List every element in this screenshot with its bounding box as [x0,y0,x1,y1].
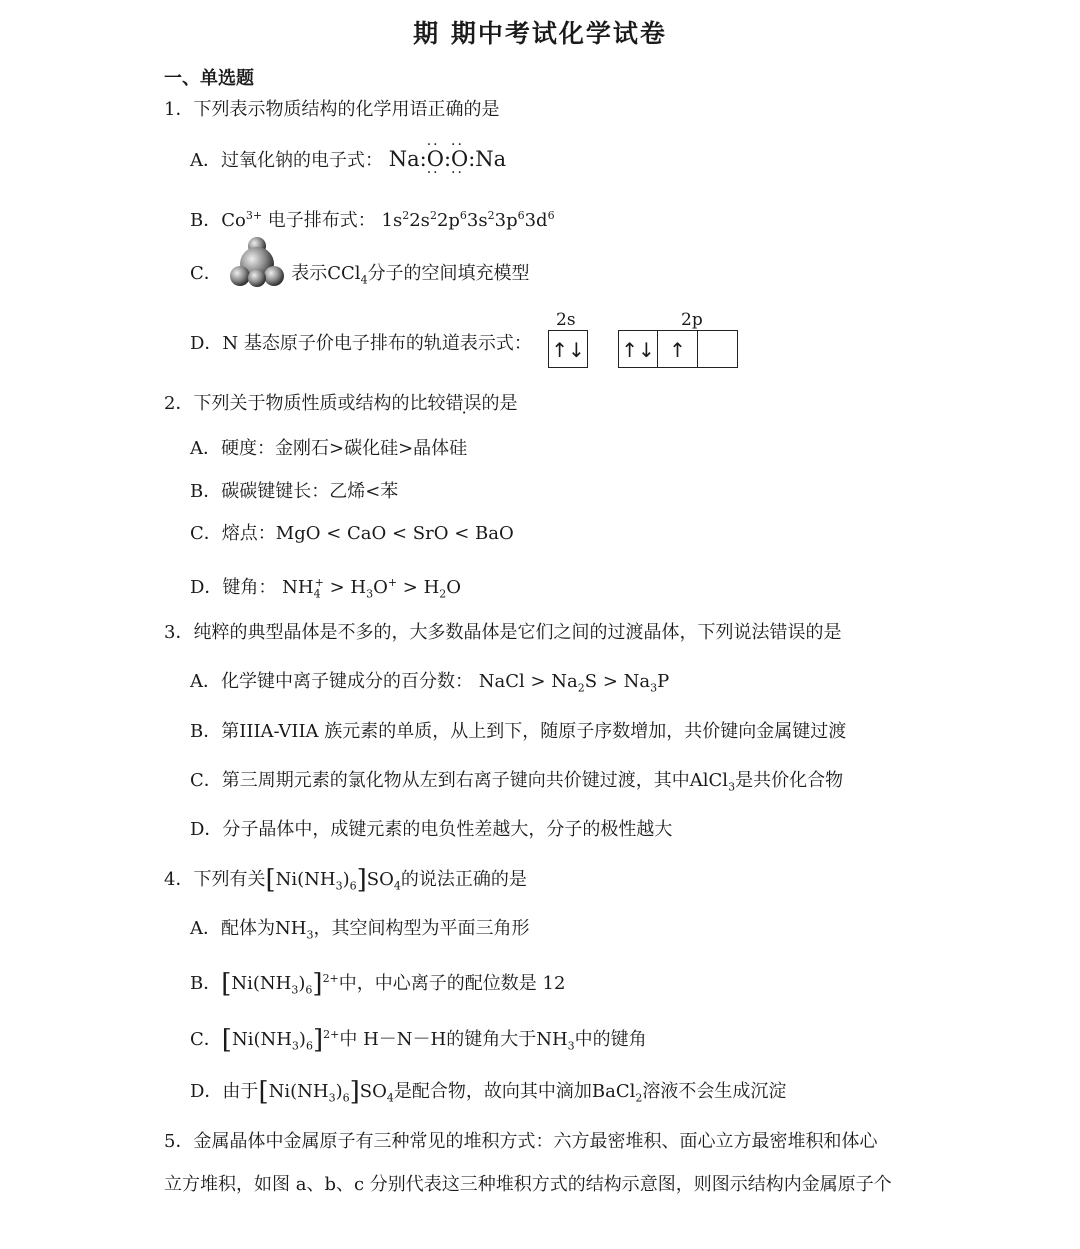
section-heading: 一、单选题 [164,68,254,89]
complex-ion-formula: $[Ni(NH_3)_6]^{2+}$ [221,1025,340,1055]
q1-option-a [190,146,506,174]
question-5-line-2: 立方堆积，如图 a、b、c 分别代表这三种堆积方式的结构示意图，则图示结构内金属原子个 [164,1174,892,1195]
ccl4-formula: CCl$_4$ [327,263,368,287]
q3-option-c: C．第三周期元素的氯化物从左到右离子键向共价键过渡，其中AlCl$_3$是共价化合物 [190,770,844,794]
q1-option-b: B．$Co^{3+}$ 电子排布式： $1s^22s^22p^63s^23p^63d^6$ [190,209,555,231]
q1-option-c: C． 表示CCl$_4$分子的空间填充模型 [190,260,530,294]
q4-option-c: C．$[Ni(NH_3)_6]^{2+}$中 H－N－H的键角大于$NH_3$中的键角 [190,1025,647,1055]
q3-option-b: B．第IIIA-VIIA 族元素的单质，从上到下，随原子序数增加，共价键向金属键过渡 [190,721,847,742]
alcl3-formula: AlCl$_3$ [689,770,736,794]
q2-option-a: A．硬度：金刚石>碳化硅>晶体硅 [190,438,468,459]
q2-option-d: D．键角： $NH_4^+ > H_3O^+ > H_2O$ [190,576,462,601]
page-title: 期 期中考试化学试卷 [413,19,667,48]
orbital-box-2p-3 [698,330,738,368]
q4-option-b: B．$[Ni(NH_3)_6]^{2+}$中，中心离子的配位数是 12 [190,969,566,999]
complex-ion-formula: $[Ni(NH_3)_6]^{2+}$ [221,969,339,999]
complex-formula: $[Ni(NH_3)_6]SO_4$ [258,1077,394,1107]
q1-option-a-label: A．过氧化钠的电子式： [190,150,383,171]
question-3-stem: 3．纯粹的典型晶体是不多的，大多数晶体是它们之间的过渡晶体，下列说法错误的是 [164,622,842,643]
orbital-box-2p-1: ↑↓ [618,330,658,368]
q2-option-c: C．熔点：MgO < CaO < SrO < BaO [190,523,514,544]
orbital-box-2p-2: ↑ [658,330,698,368]
question-5-line-1: 5．金属晶体中金属原子有三种常见的堆积方式：六方最密堆积、面心立方最密堆积和体心 [164,1131,878,1152]
q4-option-d: D．由于$[Ni(NH_3)_6]SO_4$是配合物，故向其中滴加BaCl$_2$溶液不会生成沉淀 [190,1077,787,1107]
question-2-stem: 2．下列关于物质性质或结构的比较错误的是 [164,393,518,414]
q1-option-a-formula: Na:·· O ··:·· O ··:Na [389,147,506,171]
question-1-stem: 1．下列表示物质结构的化学用语正确的是 [164,99,500,120]
question-4-stem: 4．下列有关$[Ni(NH_3)_6]SO_4$的说法正确的是 [164,865,527,895]
melting-point-formula: MgO < CaO < SrO < BaO [275,523,514,544]
orbital-2s [548,330,588,368]
bond-angle-formula: $NH_4^+ > H_3O^+ > H_2O$ [282,576,462,601]
orbital-label-2s: 2s [556,310,576,330]
co-ion-formula: $Co^{3+}$ [221,209,263,231]
emphasis-text: 错误 [445,393,482,414]
q3-option-d: D．分子晶体中，成键元素的电负性差越大，分子的极性越大 [190,819,673,840]
q3-option-a: A．化学键中离子键成分的百分数： NaCl > $Na_2S > Na_3P$ [190,671,670,695]
complex-formula: $[Ni(NH_3)_6]SO_4$ [265,865,401,895]
bacl2-formula: BaCl$_2$ [591,1081,643,1105]
orbital-label-2p: 2p [681,310,703,330]
orbital-box-2s: ↑↓ [548,330,588,368]
q2-option-b: B．碳碳键键长：乙烯<苯 [190,481,399,502]
electron-config: $1s^22s^22p^63s^23p^63d^6$ [381,209,555,231]
q1-option-d: D．N 基态原子价电子排布的轨道表示式： [190,333,532,354]
orbital-2p [618,330,738,368]
ionic-percent-formula: NaCl > $Na_2S > Na_3P$ [478,671,670,695]
q4-option-a: A．配体为$NH_3$，其空间构型为平面三角形 [190,918,530,942]
space-filling-model-icon [228,236,286,288]
